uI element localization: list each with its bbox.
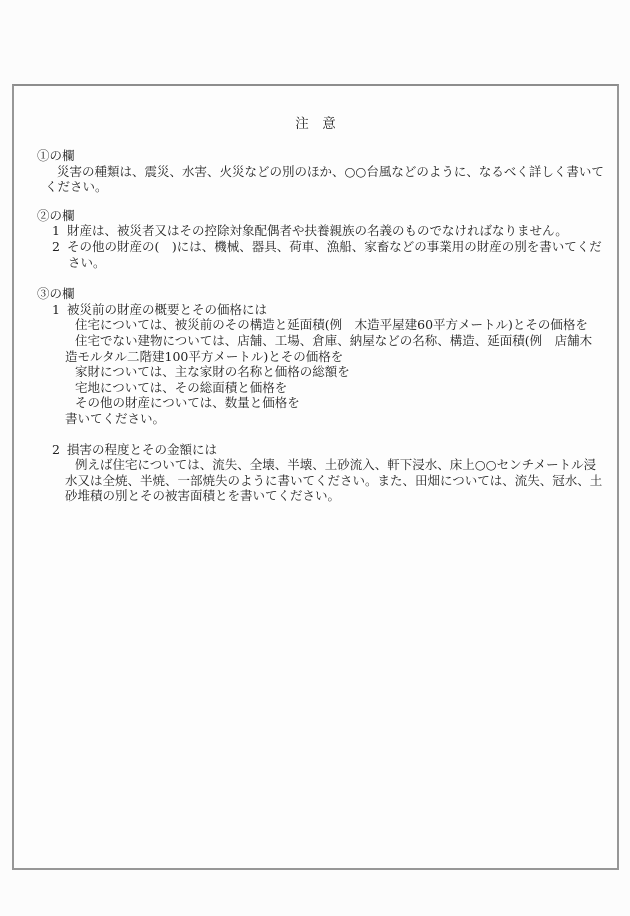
section-2-heading: ②の欄: [37, 207, 75, 223]
item-text: 財産は、被災者又はその控除対象配偶者や扶養親族の名義のものでなければなりません。: [67, 223, 568, 239]
text-line: 家財については、主な家財の名称と価格の総額を: [75, 364, 350, 380]
item-number: 1: [52, 223, 60, 239]
list-item-line: [52, 442, 617, 458]
item-number: 2: [52, 238, 60, 254]
text-line: ください。: [45, 179, 108, 195]
section-1-heading: ①の欄: [37, 148, 75, 163]
list-item-line: [52, 239, 617, 255]
notice-page: [12, 84, 619, 870]
text-line: 書いてください。: [65, 410, 166, 426]
item-number: 1: [52, 301, 60, 317]
item-heading: 損害の程度とその金額には: [67, 441, 218, 457]
text-line: 例えば住宅については、流失、全壊、半壊、土砂流入、軒下浸水、床上○○センチメートル浸: [75, 457, 597, 473]
text-line: 住宅については、被災前のその構造と延面積(例 木造平屋建60平方メートル)とその価格を: [75, 317, 588, 333]
item-heading: 被災前の財産の概要とその価格には: [67, 301, 268, 317]
section-3-heading: ③の欄: [37, 286, 75, 302]
item-text: その他の財産の( )には、機械、器具、荷車、漁船、家畜などの事業用の財産の別を書いてくだ: [67, 238, 602, 254]
text-line: さい。: [68, 254, 106, 270]
text-line: その他の財産については、数量と価格を: [75, 395, 300, 411]
text-line: 災害の種類は、震災、水害、火災などの別のほか、○○台風などのように、なるべく詳しく書いて: [57, 163, 604, 179]
text-line: 宅地については、その総面積と価格を: [75, 379, 288, 395]
section-2: [14, 208, 617, 270]
text-line: 砂堆積の別とその被害面積とを書いてください。: [65, 488, 341, 504]
text-line: 造モルタル二階建100平方メートル)とその価格を: [65, 348, 344, 364]
section-1: [14, 148, 617, 195]
text-line: 水又は全焼、半焼、一部焼失のように書いてください。また、田畑については、流失、冠水、土: [65, 472, 603, 488]
list-item-line: [52, 223, 617, 239]
item-number: 2: [52, 441, 60, 457]
text-line: 住宅でない建物については、店舗、工場、倉庫、納屋などの名称、構造、延面積(例 店舗木: [75, 332, 593, 348]
page-title: 注 意: [295, 116, 336, 132]
list-item-line: [52, 302, 617, 318]
section-3: [14, 286, 617, 504]
